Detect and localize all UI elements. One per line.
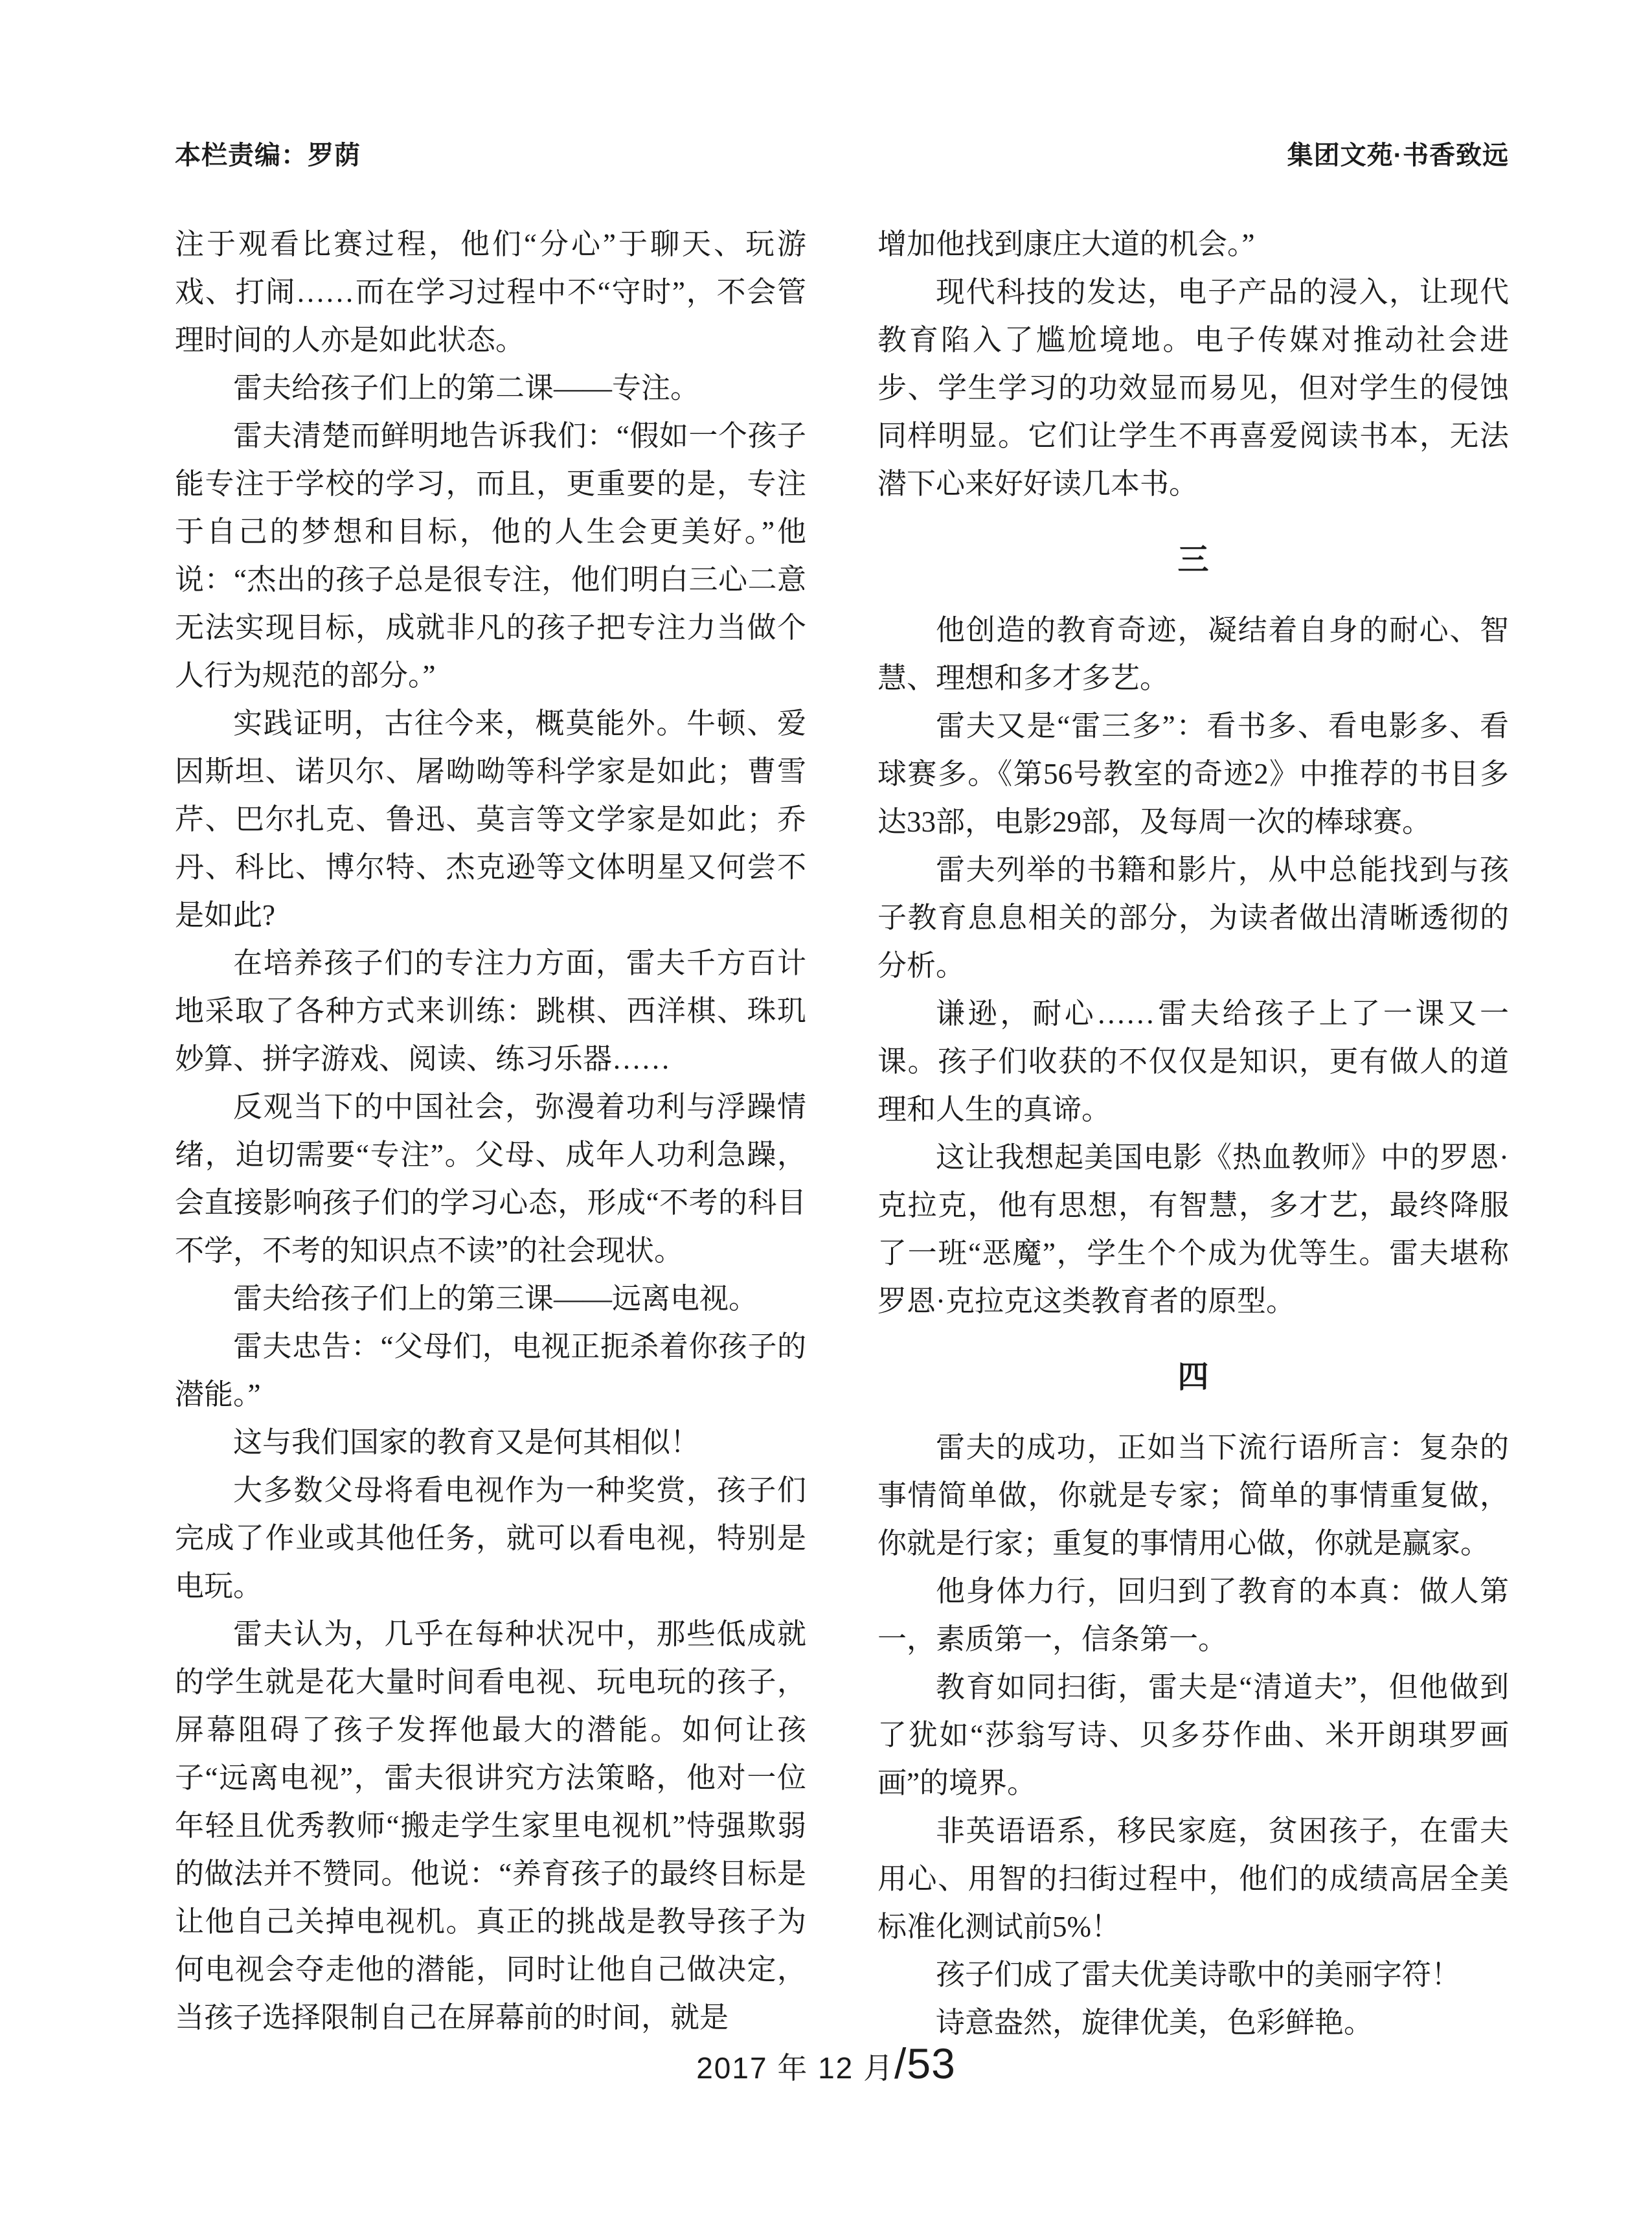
- paragraph: 雷夫给孩子们上的第二课——专注。: [233, 372, 700, 404]
- footer-page-number: /53: [894, 2039, 956, 2087]
- paragraph: 谦逊，耐心……雷夫给孩子上了一课又一课。孩子们收获的不仅仅是知识，更有做人的道理和人生的真谛。: [877, 997, 1509, 1126]
- article-body: [175, 220, 1509, 2047]
- paragraph: 雷夫清楚而鲜明地告诉我们：“假如一个孩子能专注于学校的学习，而且，更重要的是，专注于自己的梦想和目标，他的人生会更美好。”他说：“杰出的孩子总是很专注，他们明白三心二意无法实现目标，成就非凡的孩子把专注力当做个人行为规范的部分。”: [175, 420, 806, 692]
- section-heading: 三: [1177, 543, 1209, 577]
- paragraph: 增加他找到康庄大道的机会。”: [877, 228, 1255, 260]
- text-column-right: [877, 220, 1509, 2047]
- paragraph: 实践证明，古往今来，概莫能外。牛顿、爱因斯坦、诺贝尔、屠呦呦等科学家是如此；曹雪芹、巴尔扎克、鲁迅、莫言等文学家是如此；乔丹、科比、博尔特、杰克逊等文体明星又何尝不是如此?: [175, 707, 806, 931]
- header-editor-note: 本栏责编：罗荫: [175, 141, 361, 170]
- paragraph: 雷夫又是“雷三多”：看书多、看电影多、看球赛多。《第56号教室的奇迹2》中推荐的书目多达33部，电影29部，及每周一次的棒球赛。: [877, 710, 1509, 838]
- text-column-left: [175, 220, 806, 2047]
- paragraph: 雷夫给孩子们上的第三课——远离电视。: [233, 1282, 758, 1315]
- paragraph: 这让我想起美国电影《热血教师》中的罗恩·克拉克，他有思想，有智慧，多才艺，最终降服了一班“恶魔”，学生个个成为优等生。雷夫堪称罗恩·克拉克这类教育者的原型。: [877, 1141, 1509, 1317]
- paragraph: 现代科技的发达，电子产品的浸入，让现代教育陷入了尴尬境地。电子传媒对推动社会进步、学生学习的功效显而易见，但对学生的侵蚀同样明显。它们让学生不再喜爱阅读书本，无法潜下心来好好读几本书。: [877, 276, 1509, 500]
- paragraph: 孩子们成了雷夫优美诗歌中的美丽字符！: [936, 1959, 1461, 1991]
- paragraph: 在培养孩子们的专注力方面，雷夫千方百计地采取了各种方式来训练：跳棋、西洋棋、珠玑妙算、拼字游戏、阅读、练习乐器……: [175, 947, 806, 1075]
- paragraph: 非英语语系，移民家庭，贫困孩子，在雷夫用心、用智的扫街过程中，他们的成绩高居全美标准化测试前5%！: [877, 1815, 1509, 1943]
- paragraph: 注于观看比赛过程，他们“分心”于聊天、玩游戏、打闹……而在学习过程中不“守时”，不会管理时间的人亦是如此状态。: [175, 228, 806, 356]
- paragraph: 这与我们国家的教育又是何其相似！: [233, 1426, 700, 1459]
- section-heading: 四: [1177, 1360, 1209, 1394]
- paragraph: 大多数父母将看电视作为一种奖赏，孩子们完成了作业或其他任务，就可以看电视，特别是电玩。: [175, 1474, 806, 1602]
- page-header: [175, 141, 1509, 170]
- paragraph: 反观当下的中国社会，弥漫着功利与浮躁情绪，迫切需要“专注”。父母、成年人功利急躁，会直接影响孩子们的学习心态，形成“不考的科目不学，不考的知识点不读”的社会现状。: [175, 1091, 806, 1267]
- footer-issue-date: 2017 年 12 月: [696, 2051, 895, 2085]
- page-footer: [0, 2039, 1652, 2088]
- paragraph: 雷夫列举的书籍和影片，从中总能找到与孩子教育息息相关的部分，为读者做出清晰透彻的分析。: [877, 854, 1509, 982]
- paragraph: 雷夫忠告：“父母们，电视正扼杀着你孩子的潜能。”: [175, 1330, 806, 1411]
- paragraph: 教育如同扫街，雷夫是“清道夫”，但他做到了犹如“莎翁写诗、贝多芬作曲、米开朗琪罗画画”的境界。: [877, 1671, 1509, 1799]
- paragraph: 他身体力行，回归到了教育的本真：做人第一，素质第一，信条第一。: [877, 1575, 1509, 1655]
- header-column-title: 集团文苑·书香致远: [1287, 141, 1509, 170]
- paragraph: 他创造的教育奇迹，凝结着自身的耐心、智慧、理想和多才多艺。: [877, 614, 1509, 694]
- paragraph: 雷夫的成功，正如当下流行语所言：复杂的事情简单做，你就是专家；简单的事情重复做，你就是行家；重复的事情用心做，你就是赢家。: [877, 1431, 1509, 1560]
- paragraph: 雷夫认为，几乎在每种状况中，那些低成就的学生就是花大量时间看电视、玩电玩的孩子，屏幕阻碍了孩子发挥他最大的潜能。如何让孩子“远离电视”，雷夫很讲究方法策略，他对一位年轻且优秀教师“搬走学生家里电视机”恃强欺弱的做法并不赞同。他说：“养育孩子的最终目标是让他自己关掉电视机。真正的挑战是教导孩子为何电视会夺走他的潜能，同时让他自己做决定，当孩子选择限制自己在屏幕前的时间，就是: [175, 1618, 806, 2034]
- paragraph: 诗意盎然，旋律优美，色彩鲜艳。: [936, 2006, 1374, 2039]
